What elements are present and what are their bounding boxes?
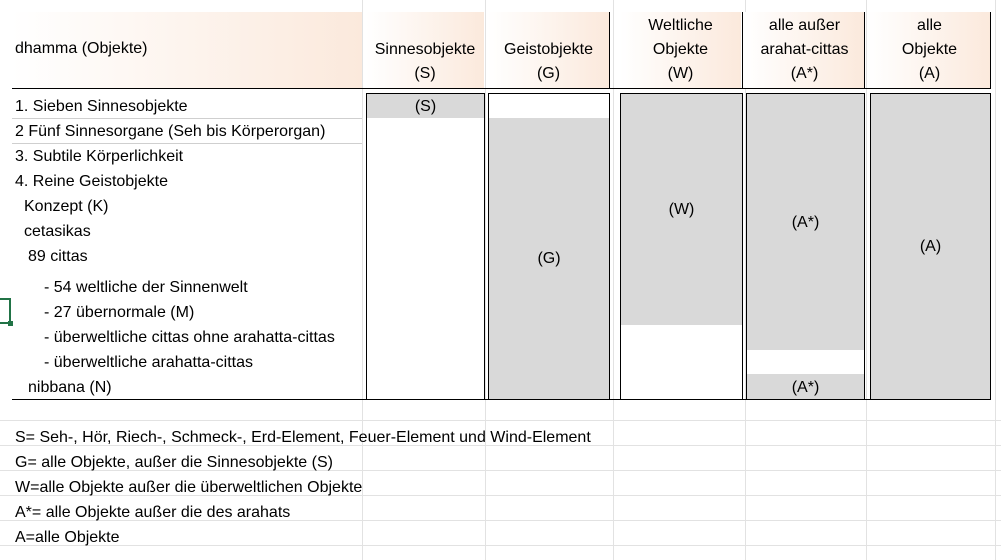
legend-line: A*= alle Objekte außer die des arahats	[15, 504, 291, 521]
legend-line: A=alle Objekte	[15, 529, 120, 546]
cell-a: (A)	[919, 238, 942, 255]
row-label: - 54 weltliche der Sinnenwelt	[44, 279, 248, 296]
cell-astar-nibbana: (A*)	[791, 379, 820, 396]
header-divider	[742, 12, 743, 88]
cell-astar: (A*)	[791, 214, 820, 231]
table-top-border	[12, 88, 991, 89]
row-label: 4. Reine Geistobjekte	[15, 173, 168, 190]
legend-line: S= Seh-, Hör, Riech-, Schmeck-, Erd-Element, Feuer-Element und Wind-Element	[15, 429, 591, 446]
row-label: cetasikas	[24, 223, 91, 240]
row-label: 3. Subtile Körperlichkeit	[15, 148, 184, 165]
cell-w: (W)	[668, 201, 695, 218]
row-label: 2 Fünf Sinnesorgane (Seh bis Körperorgan)	[15, 123, 326, 140]
header-weltliche: Weltliche Objekte (W)	[648, 17, 713, 82]
row-label: 89 cittas	[28, 248, 88, 265]
row-label: nibbana (N)	[28, 379, 112, 396]
column-s-box	[366, 93, 485, 400]
header-alle: alle Objekte (A)	[901, 17, 958, 82]
header-dhamma: dhamma (Objekte)	[15, 40, 148, 57]
header-sinnesobjekte: Sinnesobjekte (S)	[374, 41, 476, 82]
header-alle-ausser: alle außer arahat-cittas (A*)	[760, 17, 849, 82]
header-divider	[609, 12, 610, 88]
row-label: - überweltliche cittas ohne arahatta-cittas	[44, 329, 335, 346]
legend-line: W=alle Objekte außer die überweltlichen Objekte	[15, 479, 363, 496]
header-geistobjekte: Geistobjekte (G)	[504, 41, 593, 82]
active-cell-handle[interactable]	[8, 321, 13, 326]
row-label: Konzept (K)	[24, 198, 109, 215]
header-divider	[864, 12, 865, 88]
row-separator	[12, 143, 362, 144]
row-label: - überweltliche arahatta-cittas	[44, 354, 253, 371]
row-label: 1. Sieben Sinnesobjekte	[15, 98, 188, 115]
legend-line: G= alle Objekte, außer die Sinnesobjekte (S)	[15, 454, 333, 471]
row-separator	[12, 118, 362, 119]
cell-g: (G)	[537, 250, 561, 267]
cell-s: (S)	[414, 98, 437, 115]
row-label: - 27 übernormale (M)	[44, 304, 195, 321]
